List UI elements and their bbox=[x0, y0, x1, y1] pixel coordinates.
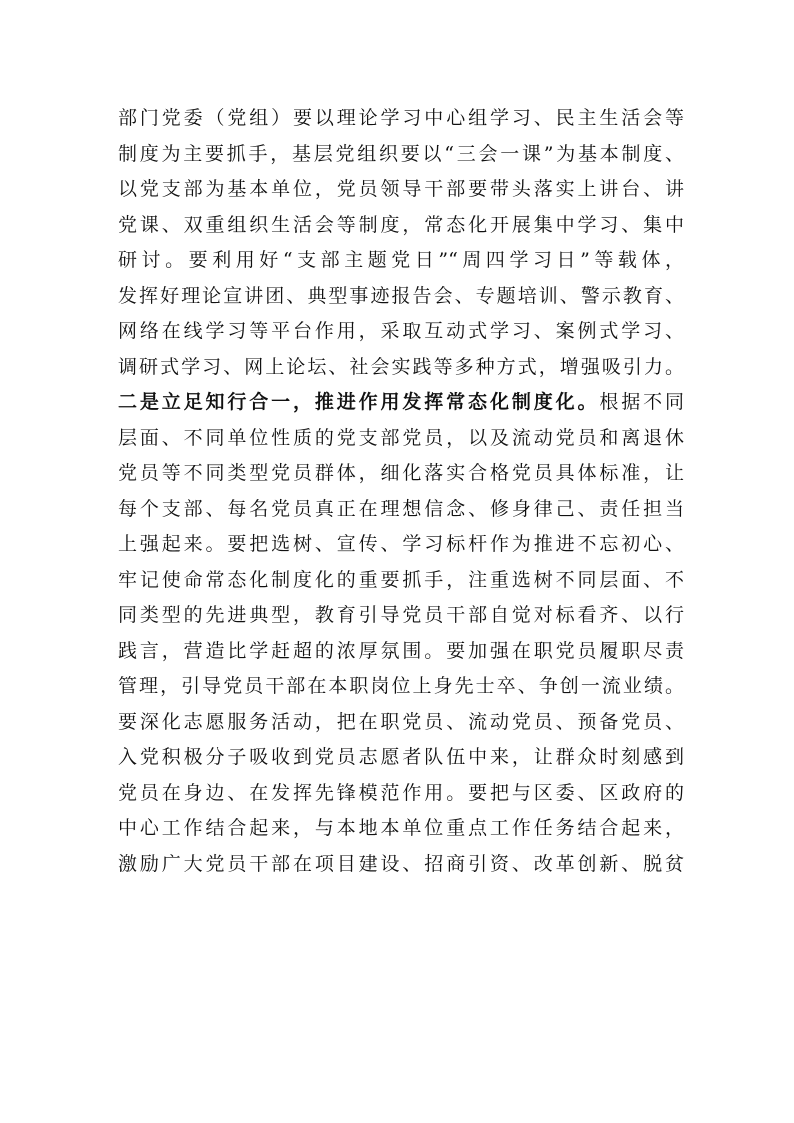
text-line-2: 制度为主要抓手，基层党组织要以“三会一课”为基本制度、 bbox=[118, 142, 684, 165]
text-line-17: 管理，引导党员干部在本职岗位上身先士卒、争创一流业绩。 bbox=[118, 675, 684, 697]
text-line-14: 牢记使命常态化制度化的重要抓手，注重选树不同层面、不 bbox=[118, 568, 684, 591]
section-heading: 二是立足知行合一，推进作用发挥常态化制度化。 bbox=[118, 391, 600, 413]
text-line-19: 入党积极分子吸收到党员志愿者队伍中来，让群众时刻感到 bbox=[118, 746, 684, 768]
text-line-9-rest: 根据不同 bbox=[599, 391, 684, 413]
text-line-20: 党员在身边、在发挥先锋模范作用。要把与区委、区政府的 bbox=[118, 781, 684, 804]
text-line-8: 调研式学习、网上论坛、社会实践等多种方式，增强吸引力。 bbox=[118, 355, 684, 378]
text-line-10: 层面、不同单位性质的党支部党员，以及流动党员和离退休 bbox=[118, 426, 684, 449]
text-line-22: 激励广大党员干部在项目建设、招商引资、改革创新、脱贫 bbox=[118, 852, 684, 875]
text-line-16: 践言，营造比学赶超的浓厚氛围。要加强在职党员履职尽责 bbox=[118, 639, 684, 662]
body-text bbox=[118, 101, 684, 882]
text-line-3: 以党支部为基本单位，党员领导干部要带头落实上讲台、讲 bbox=[118, 178, 684, 200]
text-line-18: 要深化志愿服务活动，把在职党员、流动党员、预备党员、 bbox=[118, 710, 684, 733]
text-line-12: 每个支部、每名党员真正在理想信念、修身律己、责任担当 bbox=[118, 497, 684, 520]
text-line-11: 党员等不同类型党员群体，细化落实合格党员具体标准，让 bbox=[118, 462, 684, 484]
text-line-5: 研讨。要利用好“支部主题党日”“周四学习日”等载体， bbox=[118, 249, 684, 271]
text-line-13: 上强起来。要把选树、宣传、学习标杆作为推进不忘初心、 bbox=[118, 533, 684, 555]
text-line-1: 部门党委（党组）要以理论学习中心组学习、民主生活会等 bbox=[118, 107, 684, 129]
text-line-6: 发挥好理论宣讲团、典型事迹报告会、专题培训、警示教育、 bbox=[118, 284, 684, 307]
text-line-4: 党课、双重组织生活会等制度，常态化开展集中学习、集中 bbox=[118, 213, 684, 236]
text-line-9 bbox=[118, 385, 684, 421]
text-line-15: 同类型的先进典型，教育引导党员干部自觉对标看齐、以行 bbox=[118, 604, 684, 626]
text-line-7: 网络在线学习等平台作用，采取互动式学习、案例式学习、 bbox=[118, 320, 684, 342]
text-line-21: 中心工作结合起来，与本地本单位重点工作任务结合起来， bbox=[118, 817, 684, 839]
